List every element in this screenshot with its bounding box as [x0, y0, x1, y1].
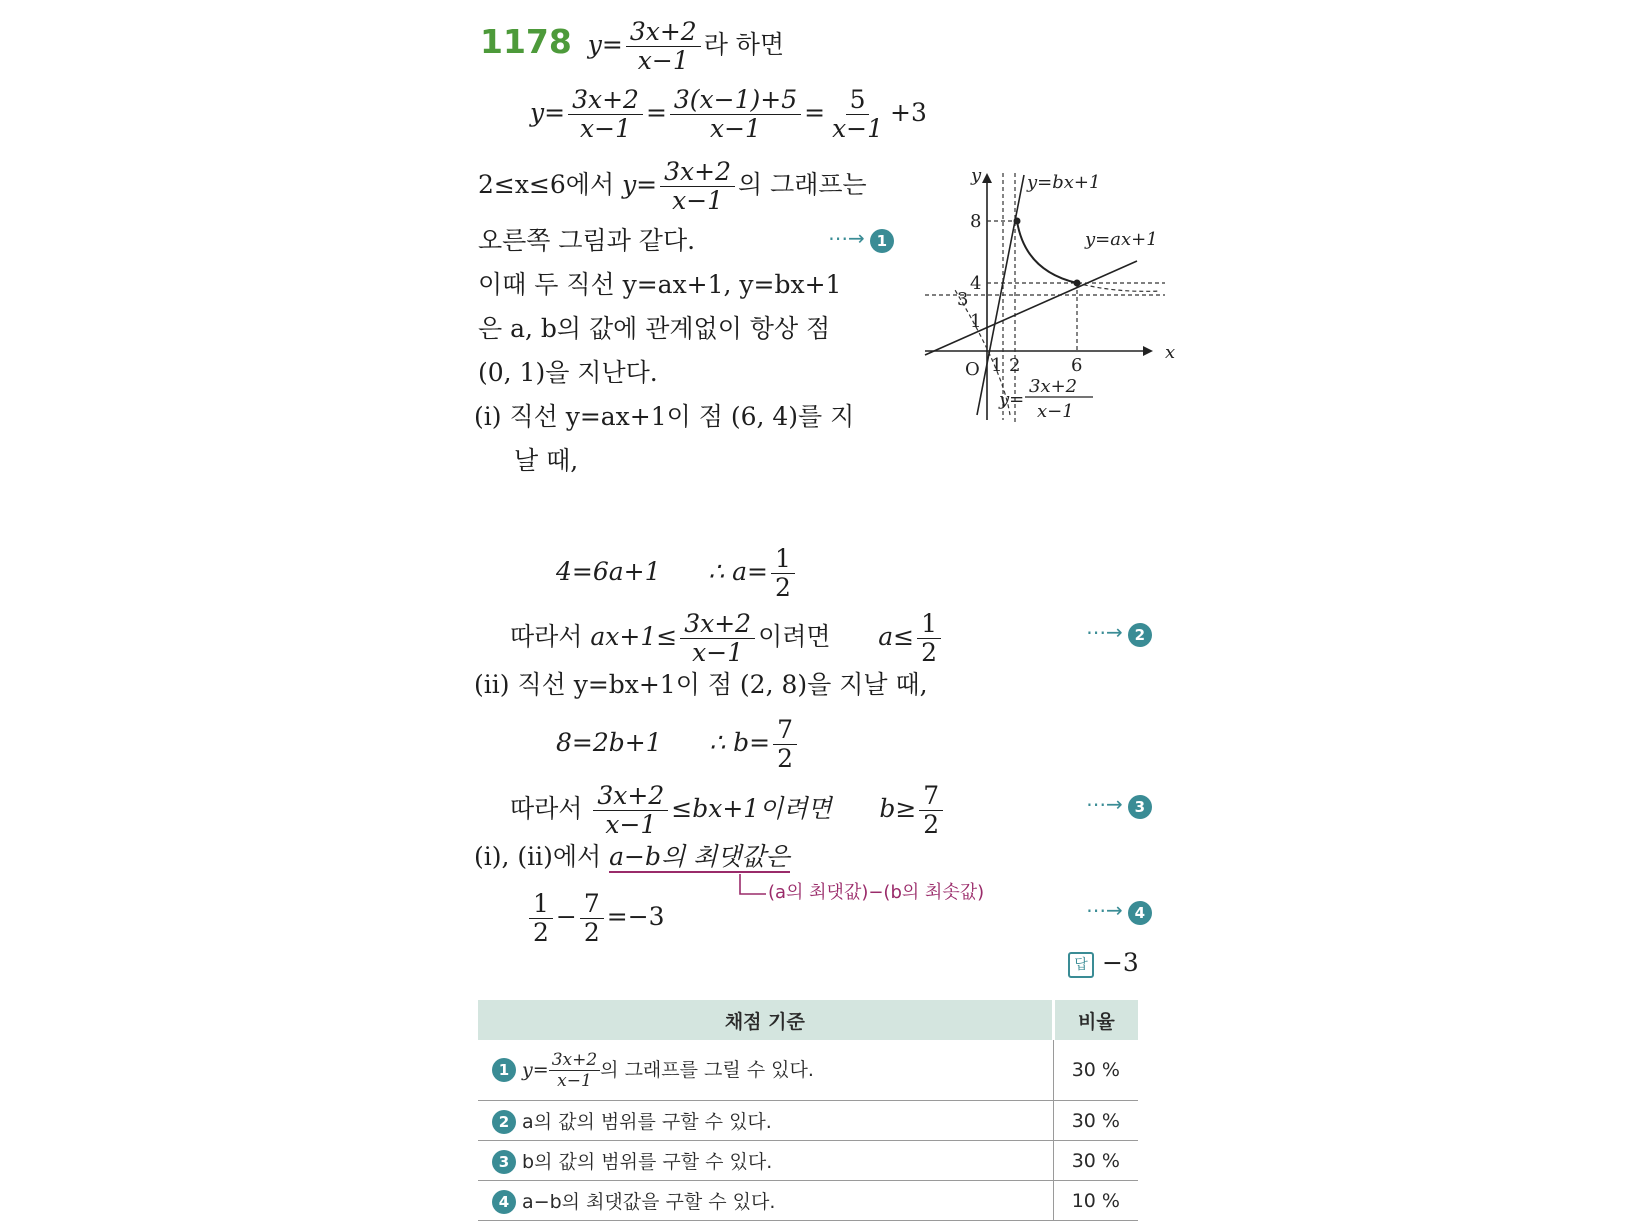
header-suffix: 라 하면 — [703, 30, 785, 59]
final-equation: $\frac{1}{2}$ − $\frac{7}{2}$ =−3 — [526, 890, 665, 947]
note-text: (a의 최댓값)−(b의 최솟값) — [768, 882, 985, 903]
line-a-label: y=ax+1 — [1085, 229, 1158, 250]
table-row: 2 a의 값의 범위를 구할 수 있다. 30 % — [478, 1101, 1138, 1141]
line-b-label: y=bx+1 — [1027, 172, 1101, 193]
graph-description-2: 오른쪽 그림과 같다. — [478, 226, 696, 255]
curve-label-den: x−1 — [1037, 401, 1074, 422]
problem-number: 1178 — [480, 22, 572, 61]
y-tick-4: 4 — [970, 273, 982, 294]
header-criteria: 채점 기준 — [478, 1000, 1053, 1040]
fraction-main: $\frac{3x+2}{x-1}$ — [626, 18, 701, 75]
problem-header: 1178 y= $\frac{3x+2}{x-1}$ 라 하면 — [480, 17, 785, 75]
x-tick-6: 6 — [1071, 355, 1083, 376]
condition-b: 따라서 $\frac{3x+2}{x-1}$ ≤bx+1이려면 b≥ $\frac{7}{2}$ — [510, 782, 946, 839]
text-lines-pass: 이때 두 직선 y=ax+1, y=bx+1 — [478, 270, 842, 299]
curve-label-prefix: y= — [999, 389, 1025, 410]
x-axis-arrow — [1143, 346, 1153, 356]
note-connector — [738, 872, 768, 900]
answer-value: −3 — [1101, 948, 1139, 977]
marker-3: ⋯→ 3 — [1086, 792, 1152, 819]
point-2-8 — [1014, 218, 1021, 225]
conclusion: (ⅰ), (ⅱ)에서 a−b의 최댓값은 — [474, 842, 790, 871]
x-axis-label: x — [1165, 342, 1176, 363]
graph-description: 2≤x≤6에서 y= $\frac{3x+2}{x-1}$ 의 그래프는 — [478, 157, 867, 215]
table-row: 4 a−b의 최댓값을 구할 수 있다. 10 % — [478, 1181, 1138, 1221]
answer-label-icon: 답 — [1068, 952, 1094, 978]
marker-1: ⋯→ 1 — [828, 226, 894, 253]
text-lines-pass-2: 은 a, b의 값에 관계없이 항상 점 — [478, 314, 831, 343]
function-graph — [915, 165, 1185, 435]
text-lines-pass-3: (0, 1)을 지난다. — [478, 358, 658, 387]
curve-label-num: 3x+2 — [1029, 376, 1078, 397]
conclusion-underlined: a−b의 최댓값은 — [609, 842, 790, 871]
marker-4: ⋯→ 4 — [1086, 898, 1152, 925]
condition-a: 따라서 ax+1≤ $\frac{3x+2}{x-1}$ 이려면 a≤ $\frac{1}{2}$ — [510, 610, 944, 667]
case1-line2: 날 때, — [514, 446, 579, 475]
table-row: 3 b의 값의 범위를 구할 수 있다. 30 % — [478, 1141, 1138, 1181]
point-6-4 — [1074, 280, 1081, 287]
y-axis-label: y — [971, 165, 982, 186]
table-row: 1 y= $\frac{3x+2}{x-1}$ 의 그래프를 그릴 수 있다. 30 % — [478, 1040, 1138, 1101]
eq-a: 4=6a+1 ∴ a= $\frac{1}{2}$ — [556, 545, 798, 602]
x-tick-2: 2 — [1009, 355, 1021, 376]
eq-b: 8=2b+1 ∴ b= $\frac{7}{2}$ — [556, 716, 800, 773]
scoring-table — [478, 1000, 1138, 1221]
marker-2: ⋯→ 2 — [1086, 620, 1152, 647]
transform-equation: y= $\frac{3x+2}{x-1}$ = $\frac{3(x-1)+5}{x-1}$ = $\frac{5}{x-1}$ +3 — [530, 85, 927, 143]
x-tick-1: 1 — [991, 355, 1003, 376]
y-axis-arrow — [982, 173, 992, 183]
y-tick-1: 1 — [970, 311, 982, 332]
header-ratio: 비율 — [1053, 1000, 1138, 1040]
curve-solid — [1017, 221, 1077, 283]
case1-line1: (ⅰ) 직선 y=ax+1이 점 (6, 4)를 지 — [474, 402, 855, 431]
case2-line: (ⅱ) 직선 y=bx+1이 점 (2, 8)을 지날 때, — [474, 670, 928, 699]
origin-label: O — [965, 359, 980, 380]
answer — [1068, 946, 1139, 980]
y-tick-8: 8 — [970, 211, 982, 232]
y-tick-3: 3 — [957, 289, 969, 310]
